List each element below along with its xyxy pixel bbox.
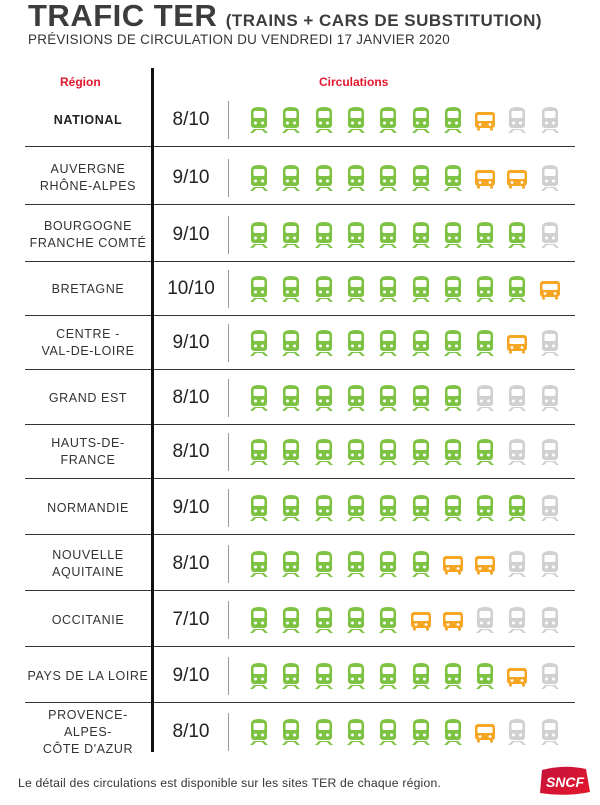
page-title [28, 0, 542, 34]
train-icon [312, 718, 336, 746]
region-name: CENTRE - VAL-DE-LOIRE [41, 327, 135, 358]
row-divider [25, 369, 575, 370]
table-row [25, 593, 575, 647]
sncf-logo-text: SNCF [545, 774, 585, 790]
train-icon [409, 384, 433, 412]
train-icon [279, 606, 303, 634]
cancelled-train-icon [538, 494, 562, 522]
score-separator [228, 270, 229, 308]
train-icon [376, 329, 400, 357]
train-icon [344, 606, 368, 634]
train-icon [344, 164, 368, 192]
train-icon [441, 438, 465, 466]
train-icon [279, 106, 303, 134]
train-icon [441, 494, 465, 522]
cancelled-train-icon [538, 550, 562, 578]
cancelled-train-icon [538, 438, 562, 466]
region-name: PROVENCE-ALPES- CÔTE D'AZUR [42, 707, 134, 756]
table-row [25, 425, 575, 479]
train-icon [247, 606, 271, 634]
train-icon [279, 662, 303, 690]
score-separator [228, 433, 229, 471]
bus-icon [409, 606, 433, 634]
cancelled-train-icon [505, 606, 529, 634]
train-icon [376, 384, 400, 412]
footer-note: Le détail des circulations est disponible sur les sites TER de chaque région. [18, 776, 442, 790]
train-icon [376, 106, 400, 134]
train-icon [376, 718, 400, 746]
cancelled-train-icon [505, 106, 529, 134]
train-icon [409, 329, 433, 357]
train-icon [473, 275, 497, 303]
train-icon [473, 438, 497, 466]
region-name: NOUVELLE AQUITAINE [52, 548, 124, 579]
table-row [25, 262, 575, 316]
region-score: 7/10 [172, 609, 210, 630]
train-icon [312, 106, 336, 134]
cancelled-train-icon [538, 384, 562, 412]
score-separator [228, 216, 229, 254]
cancelled-train-icon [538, 329, 562, 357]
train-icon [312, 438, 336, 466]
cancelled-train-icon [538, 606, 562, 634]
page-subtitle: PRÉVISIONS DE CIRCULATION DU VENDREDI 17 JANVIER 2020 [28, 32, 450, 47]
region-score: 10/10 [167, 278, 215, 299]
train-icon [473, 221, 497, 249]
score-separator [228, 601, 229, 639]
table-row [25, 208, 575, 262]
train-icon [441, 718, 465, 746]
region-name: AUVERGNE RHÔNE-ALPES [39, 162, 137, 193]
train-icon [376, 164, 400, 192]
train-icon [409, 718, 433, 746]
train-icon [344, 275, 368, 303]
region-score: 9/10 [172, 497, 210, 518]
bus-icon [473, 164, 497, 192]
score-separator [228, 713, 229, 751]
train-icon [279, 275, 303, 303]
region-name: BOURGOGNE FRANCHE COMTÉ [29, 219, 147, 250]
region-score: 9/10 [172, 167, 210, 188]
title-main: TRAFIC TER [28, 0, 218, 33]
row-divider [25, 534, 575, 535]
train-icon [344, 718, 368, 746]
train-icon [279, 494, 303, 522]
cancelled-train-icon [505, 550, 529, 578]
bus-icon [538, 275, 562, 303]
bus-icon [473, 550, 497, 578]
sncf-logo [536, 764, 592, 798]
train-icon [279, 221, 303, 249]
train-icon [376, 606, 400, 634]
train-icon [376, 494, 400, 522]
train-icon [441, 221, 465, 249]
train-icon [312, 494, 336, 522]
table-row [25, 705, 575, 759]
cancelled-train-icon [473, 606, 497, 634]
cancelled-train-icon [473, 384, 497, 412]
train-icon [505, 275, 529, 303]
train-icon [247, 384, 271, 412]
region-name: NATIONAL [53, 112, 123, 127]
train-icon [441, 329, 465, 357]
bus-icon [505, 662, 529, 690]
train-icon [376, 275, 400, 303]
train-icon [247, 438, 271, 466]
train-icon [279, 164, 303, 192]
train-icon [409, 164, 433, 192]
column-header-region: Région [60, 75, 101, 89]
train-icon [505, 494, 529, 522]
train-icon [247, 275, 271, 303]
train-icon [279, 329, 303, 357]
train-icon [505, 221, 529, 249]
region-name: NORMANDIE [47, 500, 129, 515]
cancelled-train-icon [505, 384, 529, 412]
train-icon [376, 438, 400, 466]
title-sub: (TRAINS + CARS DE SUBSTITUTION) [225, 11, 543, 30]
bus-icon [473, 718, 497, 746]
score-separator [228, 545, 229, 583]
train-icon [312, 329, 336, 357]
train-icon [376, 662, 400, 690]
score-separator [228, 324, 229, 362]
train-icon [247, 718, 271, 746]
bus-icon [441, 550, 465, 578]
train-icon [312, 606, 336, 634]
table-row [25, 316, 575, 370]
column-header-circulations: Circulations [319, 75, 389, 89]
train-icon [247, 329, 271, 357]
train-icon [344, 329, 368, 357]
bus-icon [473, 106, 497, 134]
train-icon [312, 550, 336, 578]
score-separator [228, 379, 229, 417]
train-icon [409, 438, 433, 466]
region-name: GRAND EST [48, 390, 128, 405]
table-row [25, 481, 575, 535]
cancelled-train-icon [505, 718, 529, 746]
region-name: HAUTS-DE- FRANCE [51, 436, 125, 467]
bus-icon [505, 329, 529, 357]
train-icon [409, 550, 433, 578]
train-icon [473, 329, 497, 357]
table-row [25, 371, 575, 425]
train-icon [312, 221, 336, 249]
region-score: 9/10 [172, 665, 210, 686]
train-icon [312, 384, 336, 412]
cancelled-train-icon [538, 662, 562, 690]
train-icon [441, 275, 465, 303]
train-icon [409, 221, 433, 249]
train-icon [344, 550, 368, 578]
train-icon [376, 550, 400, 578]
row-divider [25, 702, 575, 703]
train-icon [344, 438, 368, 466]
table-row [25, 151, 575, 205]
score-separator [228, 101, 229, 139]
cancelled-train-icon [538, 221, 562, 249]
table-row [25, 649, 575, 703]
region-name: BRETAGNE [51, 281, 125, 296]
train-icon [409, 662, 433, 690]
region-score: 8/10 [172, 553, 210, 574]
score-separator [228, 159, 229, 197]
train-icon [312, 662, 336, 690]
train-icon [409, 275, 433, 303]
row-divider [25, 146, 575, 147]
train-icon [279, 718, 303, 746]
train-icon [441, 384, 465, 412]
row-divider [25, 590, 575, 591]
train-icon [473, 662, 497, 690]
cancelled-train-icon [538, 718, 562, 746]
train-icon [247, 164, 271, 192]
score-separator [228, 489, 229, 527]
train-icon [247, 662, 271, 690]
bus-icon [441, 606, 465, 634]
region-name: OCCITANIE [51, 612, 125, 627]
train-icon [376, 221, 400, 249]
table-row [25, 93, 575, 147]
train-icon [247, 494, 271, 522]
train-icon [279, 438, 303, 466]
row-divider [25, 204, 575, 205]
train-icon [473, 494, 497, 522]
train-icon [247, 106, 271, 134]
cancelled-train-icon [538, 164, 562, 192]
train-icon [409, 106, 433, 134]
region-score: 9/10 [172, 224, 210, 245]
region-name: PAYS DE LA LOIRE [27, 668, 149, 683]
score-separator [228, 657, 229, 695]
cancelled-train-icon [538, 106, 562, 134]
region-score: 8/10 [172, 441, 210, 462]
train-icon [441, 164, 465, 192]
train-icon [344, 106, 368, 134]
row-divider [25, 646, 575, 647]
region-score: 9/10 [172, 332, 210, 353]
train-icon [344, 662, 368, 690]
vertical-divider [151, 68, 154, 752]
table-row [25, 537, 575, 591]
train-icon [344, 494, 368, 522]
train-icon [247, 550, 271, 578]
train-icon [279, 550, 303, 578]
train-icon [441, 662, 465, 690]
train-icon [409, 494, 433, 522]
region-score: 8/10 [172, 387, 210, 408]
train-icon [312, 275, 336, 303]
train-icon [441, 106, 465, 134]
train-icon [312, 164, 336, 192]
bus-icon [505, 164, 529, 192]
train-icon [344, 221, 368, 249]
train-icon [247, 221, 271, 249]
train-icon [279, 384, 303, 412]
region-score: 8/10 [172, 721, 210, 742]
cancelled-train-icon [505, 438, 529, 466]
train-icon [344, 384, 368, 412]
region-score: 8/10 [172, 109, 210, 130]
row-divider [25, 478, 575, 479]
